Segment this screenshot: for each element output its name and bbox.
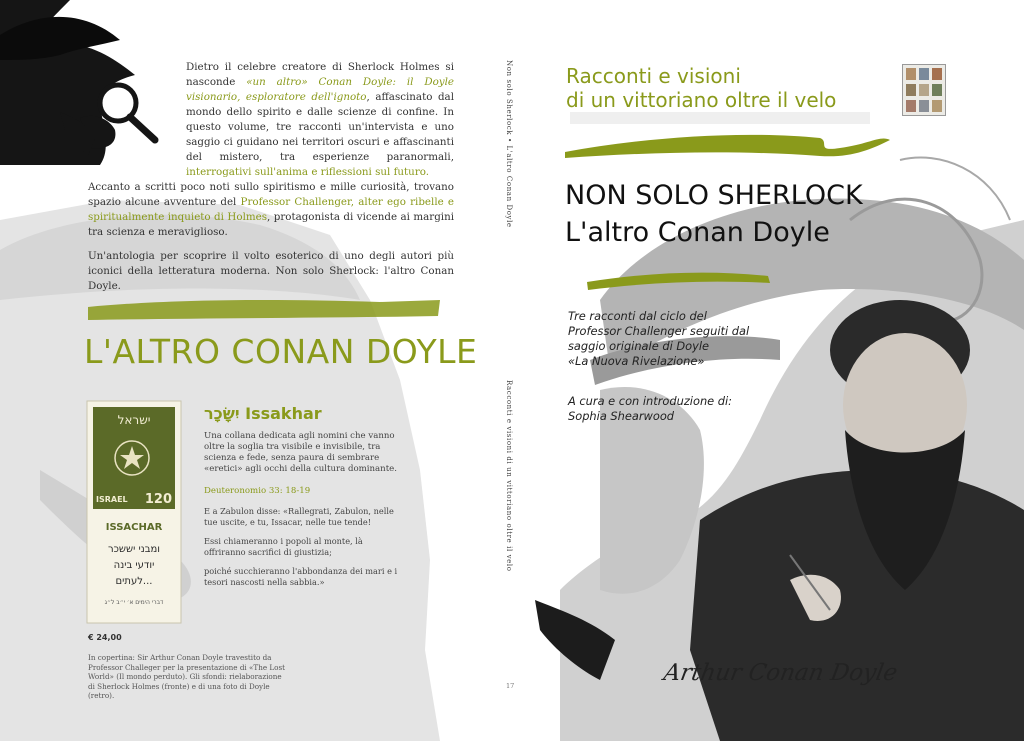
back-cover-blurb [186,60,454,189]
front-curator [568,394,732,424]
front-subtitle-line-2: di un vittoriano oltre il velo [566,88,837,112]
front-curator-line-1: A cura e con introduzione di: [568,394,733,408]
front-subtitle-line-1: Racconti e visioni [566,64,741,88]
series-quote-1: E a Zabulon disse: «Rallegrati, Zabulon, nelle tue uscite, e tu, Issacar, nelle tue tende! [204,506,394,527]
stamp-hebrew-top: ישראל [117,413,151,427]
stamp-tab-line-2: יודעי בינה [113,560,155,571]
cover-credit: In copertina: Sir Arthur Conan Doyle travestito da Professor Challeger per la presentazione di «The Lost World» (Il mondo perduto). Gli sfondi: rielaborazione di Sherlock Holmes (fronte) e di una foto di Doyle (retro). [88,653,286,700]
series-quote-3: poiché succhieranno l'abbondanza dei mari e i tesori nascosti nella sabbia.» [204,566,398,587]
stamp-tab-line-1: ומבני יששכר [107,544,161,555]
front-description [568,309,749,369]
back-cover-title: L'ALTRO CONAN DOYLE [84,332,478,371]
magnifier-handle [130,117,155,140]
front-title-line-2: L'altro Conan Doyle [565,217,830,248]
series-quote-2: Essi chiameranno i popoli al monte, là offriranno sacrifici di giustizia; [204,536,363,557]
blurb-paragraph-3: Un'antologia per scoprire il volto esoterico di uno degli autori più iconici della letteratura moderna. Non solo Sherlock: l'altro Conan Doyle. [88,250,454,292]
stamp-value: 120 [144,492,172,507]
doyle-coat [690,470,1024,741]
subtitle-shadow [570,112,870,124]
front-title-line-1: NON SOLO SHERLOCK [565,180,863,211]
blurb-p1-text-b: , affascinato dal mondo dello spirito e dalle scienze di confine. In questo volume, tre racconti un'intervista e uno saggio ci guidano nei territori oscuri e affascinanti del mistero, tra esperienze paranormali, [186,91,454,163]
blurb-p1-highlight-1: «un altro» Conan Doyle: il Doyle visionario, esploratore dell'ignoto [186,76,454,103]
front-swash-top [565,135,890,158]
back-cover-blurb-lower [88,180,454,303]
publisher-logo-tile-5 [919,84,929,96]
spine-title: Non solo Sherlock • L'altro Conan Doyle [505,60,513,228]
front-desc-line-3: saggio originale di Doyle [568,339,710,353]
blurb-p1-text-a: Dietro il celebre creatore di Sherlock Holmes si nasconde [186,61,454,88]
stamp-tab-small: דברי הימים א׳ י״ב ל״ג [104,599,164,606]
blurb-paragraph-2 [88,180,454,240]
publisher-logo-tile-8 [919,100,929,112]
blurb-p2-highlight: Professor Challenger, alter ego ribelle e spiritualmente inquieto di Holmes [88,196,454,223]
publisher-logo-tile-1 [906,68,916,80]
publisher-logo-tile-7 [906,100,916,112]
series-label-text: Issakhar [245,404,322,423]
blurb-p2-text-b: , protagonista di vicende ai margini tra scienza e meraviglioso. [88,211,454,238]
blurb-p1-highlight-2: interrogativi sull'anima e riflessioni sul futuro. [186,166,430,178]
front-desc-line-1: Tre racconti dal ciclo del [568,309,707,323]
front-curator-line-2: Sophia Shearwood [568,409,675,423]
doyle-signature: Arthur Conan Doyle [661,660,900,686]
publisher-logo [902,64,946,116]
publisher-logo-tile-3 [932,68,942,80]
blurb-paragraph-1 [186,60,454,180]
series-label-hebrew: יִשָּׂכָר [204,404,240,423]
publisher-logo-tile-2 [919,68,929,80]
blurb-p2-text-a: Accanto a scritti poco noti sullo spiritismo e mille curiosità, trovano spazio alcune avventure del [88,181,454,208]
stamp-tab-line-3: לעתים... [115,576,153,587]
issachar-stamp [86,400,182,624]
series-quote [204,506,404,596]
front-desc-line-2: Professor Challenger seguiti dal [568,324,750,338]
stamp-israel: ISRAEL [96,495,128,504]
publisher-logo-tile-4 [906,84,916,96]
stamp-name: ISSACHAR [105,522,163,533]
front-desc-line-4: «La Nuova Rivelazione» [568,354,705,368]
price: € 24,00 [88,633,122,642]
series-label [204,404,322,423]
spine-number: 17 [506,682,515,690]
series-description: Una collana dedicata agli nomini che vanno oltre la soglia tra visibile e invisibile, tra scienza e fede, senza paura di sembrare «eretici» agli occhi della cultura dominante. [204,431,397,474]
spine-subtitle: Racconti e visioni di un vittoriano oltre il velo [505,380,513,572]
publisher-logo-tile-9 [932,100,942,112]
series-reference: Deuteronomio 33: 18-19 [204,486,311,496]
publisher-logo-tile-6 [932,84,942,96]
